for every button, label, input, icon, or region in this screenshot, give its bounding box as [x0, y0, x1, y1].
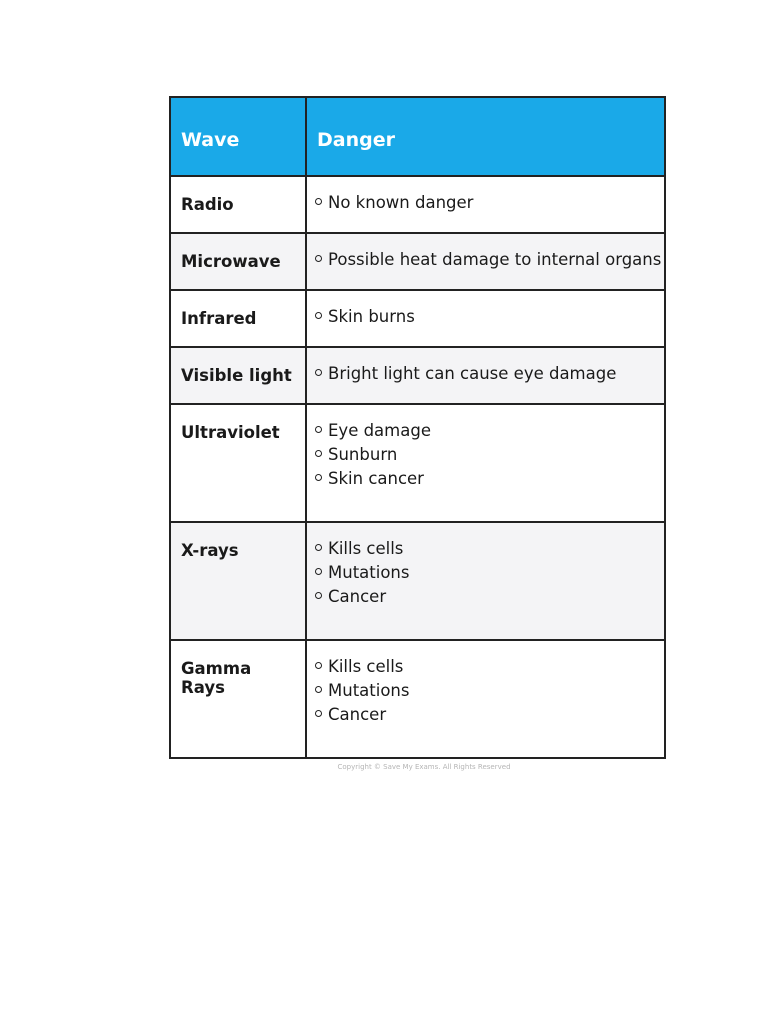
danger-cell	[306, 290, 665, 347]
wave-danger-table	[169, 96, 666, 759]
bullet-icon	[315, 568, 322, 575]
bullet-icon	[315, 544, 322, 551]
table-row	[170, 176, 665, 233]
table-header-row	[170, 97, 665, 176]
bullet-icon	[315, 369, 322, 376]
table-row	[170, 347, 665, 404]
danger-text: Cancer	[328, 587, 387, 606]
danger-text: Mutations	[328, 681, 410, 700]
danger-text: Mutations	[328, 563, 410, 582]
bullet-icon	[315, 474, 322, 481]
bullet-icon	[315, 312, 322, 319]
danger-cell	[306, 522, 665, 640]
danger-list	[315, 415, 658, 494]
wave-danger-table-container	[169, 96, 664, 759]
bullet-icon	[315, 592, 322, 599]
danger-list	[315, 533, 658, 612]
danger-cell	[306, 233, 665, 290]
danger-list	[315, 301, 658, 332]
danger-item	[315, 463, 658, 494]
danger-text: Bright light can cause eye damage	[328, 364, 617, 383]
bullet-icon	[315, 710, 322, 717]
wave-cell: X-rays	[170, 522, 306, 640]
wave-cell: Microwave	[170, 233, 306, 290]
danger-text: Cancer	[328, 705, 387, 724]
wave-cell: Gamma Rays	[170, 640, 306, 758]
table-body	[170, 176, 665, 758]
wave-cell: Infrared	[170, 290, 306, 347]
wave-cell: Visible light	[170, 347, 306, 404]
danger-item	[315, 581, 658, 612]
danger-item	[315, 187, 658, 218]
danger-cell	[306, 176, 665, 233]
danger-text: Possible heat damage to internal organs	[328, 250, 662, 269]
copyright-notice: Copyright © Save My Exams. All Rights Reserved	[337, 763, 511, 771]
danger-item	[315, 358, 658, 389]
bullet-icon	[315, 426, 322, 433]
danger-cell	[306, 347, 665, 404]
bullet-icon	[315, 686, 322, 693]
danger-item	[315, 244, 662, 275]
table-row	[170, 404, 665, 522]
bullet-icon	[315, 662, 322, 669]
danger-list	[315, 244, 662, 275]
danger-text: Skin cancer	[328, 469, 424, 488]
danger-text: Skin burns	[328, 307, 415, 326]
danger-list	[315, 358, 658, 389]
danger-text: Eye damage	[328, 421, 431, 440]
wave-cell: Ultraviolet	[170, 404, 306, 522]
header-wave: Wave	[170, 97, 306, 176]
danger-text: Sunburn	[328, 445, 398, 464]
danger-item	[315, 301, 658, 332]
header-danger: Danger	[306, 97, 665, 176]
danger-text: Kills cells	[328, 657, 404, 676]
bullet-icon	[315, 450, 322, 457]
table-row	[170, 290, 665, 347]
danger-list	[315, 187, 658, 218]
danger-cell	[306, 640, 665, 758]
danger-list	[315, 651, 658, 730]
danger-text: No known danger	[328, 193, 474, 212]
bullet-icon	[315, 255, 322, 262]
table-row	[170, 233, 665, 290]
wave-cell: Radio	[170, 176, 306, 233]
danger-text: Kills cells	[328, 539, 404, 558]
table-row	[170, 640, 665, 758]
danger-cell	[306, 404, 665, 522]
danger-item	[315, 699, 658, 730]
bullet-icon	[315, 198, 322, 205]
table-row	[170, 522, 665, 640]
